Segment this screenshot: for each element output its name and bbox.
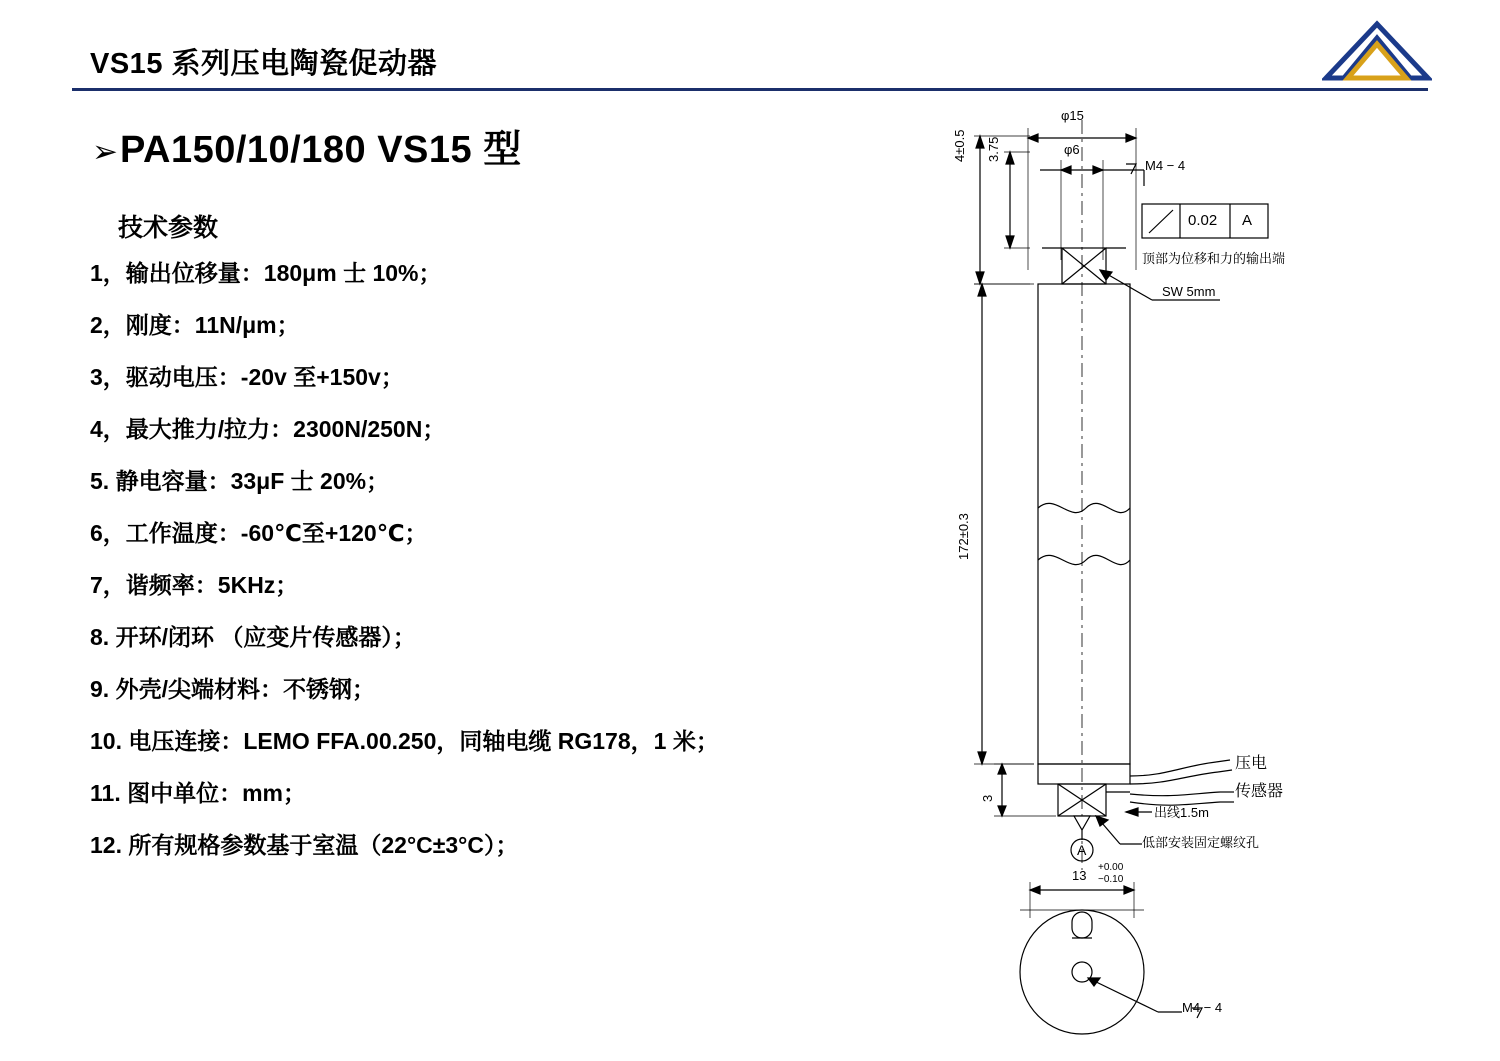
- label-thread-bottom: M4 − 4: [1182, 1000, 1223, 1015]
- list-item: 5. 静电容量：33μF 士 20%；: [90, 468, 390, 494]
- triangle-logo-icon: [1322, 20, 1432, 82]
- list-item: 2，刚度：11N/μm；: [90, 312, 300, 338]
- list-item: 1，输出位移量：180μm 士 10%；: [90, 260, 442, 286]
- label-dim-4: 4±0.5: [952, 129, 967, 162]
- model-heading: [92, 118, 522, 173]
- label-datum-a: A: [1077, 842, 1087, 858]
- list-item: 4，最大推力/拉力：2300N/250N；: [90, 416, 446, 442]
- list-item: 3，驱动电压：-20v 至+150v；: [90, 364, 404, 390]
- label-tol-lower: −0.10: [1098, 874, 1124, 885]
- bullet-arrow-icon: ➢: [92, 134, 118, 169]
- label-dim-3: 3: [980, 794, 995, 802]
- list-item: 10. 电压连接：LEMO FFA.00.250，同轴电缆 RG178，1 米；: [90, 728, 719, 754]
- label-note-top: 顶部为位移和力的输出端: [1142, 251, 1286, 266]
- model-name: PA150/10/180 VS15 型: [119, 129, 522, 171]
- list-item: 12. 所有规格参数基于室温（22°C±3°C）；: [90, 832, 519, 858]
- spec-list: [90, 262, 890, 886]
- label-sw: SW 5mm: [1162, 284, 1216, 299]
- spec-section-title: 技术参数: [118, 214, 219, 242]
- list-item: 6，工作温度：-60℃至+120℃；: [90, 520, 428, 546]
- label-sensor-line2: 传感器: [1235, 783, 1284, 800]
- page-title: VS15 系列压电陶瓷促动器: [90, 48, 437, 80]
- label-dim-375: 3.75: [986, 136, 1001, 162]
- label-dia6: φ6: [1064, 142, 1080, 157]
- list-item: 9. 外壳/尖端材料：不锈钢；: [90, 676, 375, 702]
- header-divider: [72, 88, 1428, 91]
- technical-drawing: [930, 100, 1490, 1050]
- label-dim-172: 172±0.3: [956, 513, 971, 560]
- label-thread-top: M4 − 4: [1145, 158, 1186, 173]
- list-item: 7，谐频率：5KHz；: [90, 572, 299, 598]
- label-dim-13: 13: [1072, 868, 1087, 883]
- label-dia15: φ15: [1061, 108, 1084, 123]
- list-item: 11. 图中单位：mm；: [90, 780, 306, 806]
- label-sensor-line1: 压电: [1235, 755, 1268, 772]
- label-note-bottom: 低部安装固定螺纹孔: [1142, 835, 1260, 850]
- label-gdt-value: 0.02: [1188, 212, 1218, 229]
- label-tol-upper: +0.00: [1098, 862, 1124, 873]
- label-cable: 出线1.5m: [1154, 805, 1209, 820]
- list-item: 8. 开环/闭环 （应变片传感器）；: [90, 624, 416, 650]
- label-gdt-datum: A: [1242, 212, 1253, 229]
